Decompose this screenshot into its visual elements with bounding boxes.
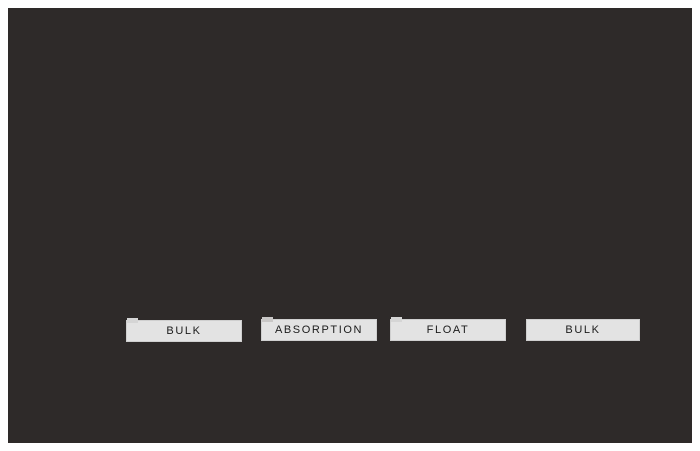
float-button-label: FLOAT (426, 323, 470, 336)
bulk-button-2[interactable] (526, 319, 640, 341)
absorption-button[interactable] (261, 319, 377, 341)
bulk-button-1-label: BULK (166, 324, 202, 337)
bulk-button-1[interactable] (126, 320, 242, 342)
dark-canvas (8, 8, 692, 443)
float-button[interactable] (390, 319, 506, 341)
bulk-button-2-label: BULK (565, 323, 601, 336)
absorption-button-label: ABSORPTION (274, 323, 364, 336)
